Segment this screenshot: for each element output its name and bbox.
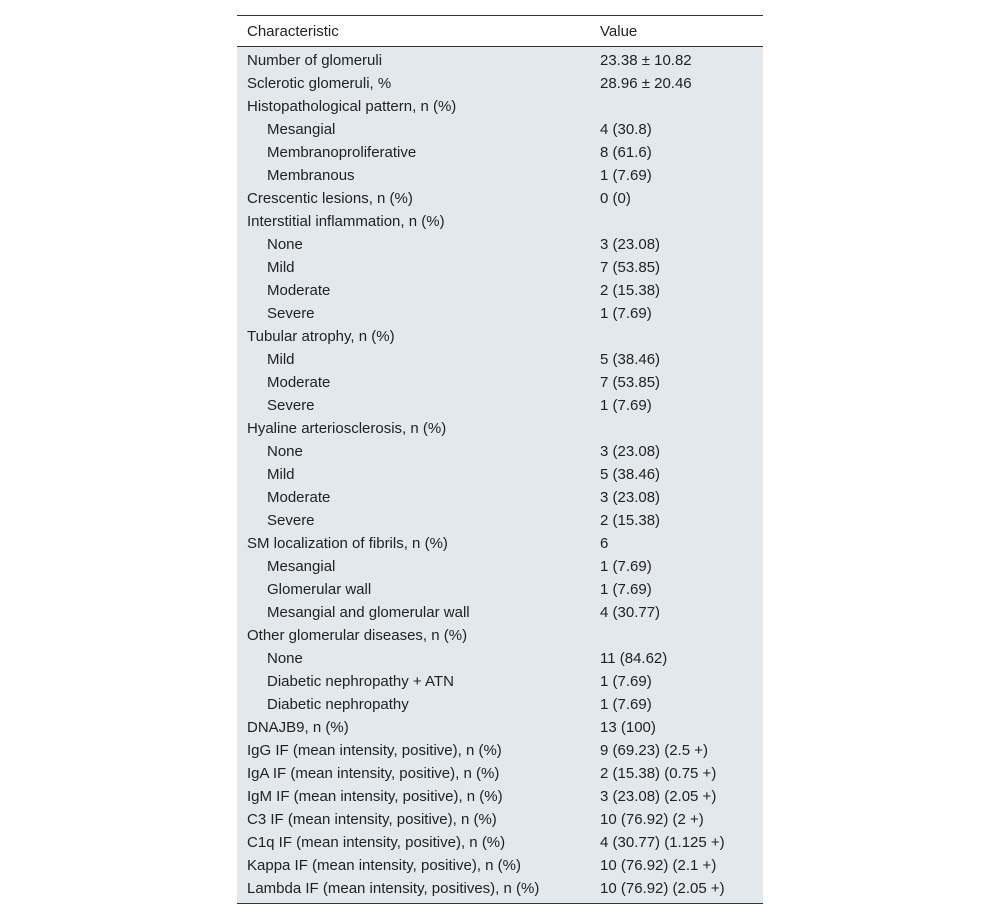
table-row — [237, 555, 763, 578]
table-body — [237, 47, 763, 904]
header-characteristic: Characteristic — [237, 16, 590, 47]
table-row — [237, 440, 763, 463]
header-value: Value — [590, 16, 763, 47]
row-value: 28.96 ± 20.46 — [600, 75, 692, 92]
row-label: Kappa IF (mean intensity, positive), n (%) — [247, 857, 521, 874]
row-sublabel: Moderate — [267, 489, 331, 506]
row-label: Other glomerular diseases, n (%) — [247, 627, 468, 644]
table-row — [237, 302, 763, 325]
row-sublabel: Mesangial and glomerular wall — [267, 604, 470, 621]
row-value: 2 (15.38) — [600, 282, 661, 299]
row-label: Tubular atrophy, n (%) — [247, 328, 395, 345]
row-label: DNAJB9, n (%) — [247, 719, 349, 736]
row-value: 13 (100) — [600, 719, 656, 736]
table-row — [237, 141, 763, 164]
row-sublabel: Mild — [267, 466, 295, 483]
row-value: 1 (7.69) — [600, 673, 652, 690]
row-value — [590, 417, 763, 440]
characteristics-table-container — [237, 15, 763, 904]
row-value: 4 (30.8) — [600, 121, 652, 138]
table-row — [237, 854, 763, 877]
row-value — [590, 624, 763, 647]
table-row — [237, 486, 763, 509]
table-row — [237, 164, 763, 187]
table-row — [237, 371, 763, 394]
row-label: Lambda IF (mean intensity, positives), n (%) — [237, 877, 590, 904]
row-value: 10 (76.92) (2.05 +) — [590, 877, 763, 904]
table-row — [237, 187, 763, 210]
row-label: Crescentic lesions, n (%) — [247, 190, 413, 207]
row-sublabel: Moderate — [267, 282, 331, 299]
row-value — [590, 95, 763, 118]
row-label: IgA IF (mean intensity, positive), n (%) — [247, 765, 500, 782]
row-value: 10 (76.92) (2 +) — [600, 811, 704, 828]
table-row — [237, 95, 763, 118]
row-label: C3 IF (mean intensity, positive), n (%) — [247, 811, 497, 828]
row-sublabel: Membranoproliferative — [267, 144, 417, 161]
characteristics-table — [237, 15, 763, 904]
row-label: IgG IF (mean intensity, positive), n (%) — [247, 742, 502, 759]
row-value: 2 (15.38) — [600, 512, 661, 529]
table-row — [237, 532, 763, 555]
table-row — [237, 693, 763, 716]
row-value: 11 (84.62) — [600, 650, 668, 667]
table-row — [237, 647, 763, 670]
row-value: 4 (30.77) (1.125 +) — [600, 834, 725, 851]
table-row — [237, 394, 763, 417]
row-value: 8 (61.6) — [600, 144, 652, 161]
table-row — [237, 463, 763, 486]
row-label: C1q IF (mean intensity, positive), n (%) — [247, 834, 506, 851]
row-value: 1 (7.69) — [600, 558, 652, 575]
row-label: Sclerotic glomeruli, % — [247, 75, 392, 92]
row-label: Histopathological pattern, n (%) — [247, 98, 457, 115]
row-value: 23.38 ± 10.82 — [600, 52, 692, 69]
row-sublabel: Severe — [267, 305, 315, 322]
row-sublabel: Mild — [267, 351, 295, 368]
table-row — [237, 739, 763, 762]
table-row — [237, 72, 763, 95]
row-label: Interstitial inflammation, n (%) — [247, 213, 445, 230]
table-row — [237, 808, 763, 831]
table-row — [237, 601, 763, 624]
row-sublabel: Diabetic nephropathy — [267, 696, 409, 713]
row-value: 1 (7.69) — [600, 581, 652, 598]
table-header — [237, 16, 763, 47]
header-row — [237, 16, 763, 47]
row-label: Hyaline arteriosclerosis, n (%) — [247, 420, 447, 437]
row-sublabel: Mesangial — [267, 121, 336, 138]
table-row — [237, 877, 763, 904]
table-row — [237, 624, 763, 647]
row-value: 1 (7.69) — [600, 305, 652, 322]
table-row — [237, 716, 763, 739]
row-value — [590, 210, 763, 233]
row-sublabel: Moderate — [267, 374, 331, 391]
row-value: 3 (23.08) — [600, 443, 661, 460]
table-row — [237, 417, 763, 440]
row-value: 3 (23.08) (2.05 +) — [600, 788, 717, 805]
table-row — [237, 785, 763, 808]
row-value: 9 (69.23) (2.5 +) — [600, 742, 708, 759]
row-value — [590, 325, 763, 348]
table-row — [237, 831, 763, 854]
table-row — [237, 325, 763, 348]
row-value: 6 — [600, 535, 609, 552]
row-sublabel: Severe — [267, 397, 315, 414]
row-value: 0 (0) — [600, 190, 631, 207]
row-sublabel: None — [267, 443, 303, 460]
row-value: 1 (7.69) — [600, 397, 652, 414]
row-sublabel: Diabetic nephropathy + ATN — [267, 673, 454, 690]
row-value: 4 (30.77) — [600, 604, 661, 621]
row-value: 5 (38.46) — [600, 351, 661, 368]
row-value: 3 (23.08) — [600, 236, 661, 253]
table-row — [237, 233, 763, 256]
table-row — [237, 47, 763, 73]
row-value: 1 (7.69) — [600, 696, 652, 713]
table-row — [237, 210, 763, 233]
row-value: 7 (53.85) — [600, 374, 661, 391]
table-row — [237, 762, 763, 785]
row-sublabel: None — [267, 236, 303, 253]
row-sublabel: None — [267, 650, 303, 667]
table-row — [237, 279, 763, 302]
table-row — [237, 118, 763, 141]
row-value: 3 (23.08) — [600, 489, 661, 506]
row-value: 10 (76.92) (2.1 +) — [600, 857, 717, 874]
row-value: 1 (7.69) — [600, 167, 652, 184]
row-label: Number of glomeruli — [247, 52, 383, 69]
row-label: SM localization of fibrils, n (%) — [247, 535, 448, 552]
table-row — [237, 348, 763, 371]
row-label: IgM IF (mean intensity, positive), n (%) — [247, 788, 503, 805]
row-value: 7 (53.85) — [600, 259, 661, 276]
row-sublabel: Glomerular wall — [267, 581, 372, 598]
row-value: 2 (15.38) (0.75 +) — [600, 765, 717, 782]
row-sublabel: Mesangial — [267, 558, 336, 575]
row-sublabel: Severe — [267, 512, 315, 529]
row-value: 5 (38.46) — [600, 466, 661, 483]
table-row — [237, 670, 763, 693]
table-row — [237, 509, 763, 532]
table-row — [237, 578, 763, 601]
table-row — [237, 256, 763, 279]
row-sublabel: Membranous — [267, 167, 355, 184]
row-sublabel: Mild — [267, 259, 295, 276]
